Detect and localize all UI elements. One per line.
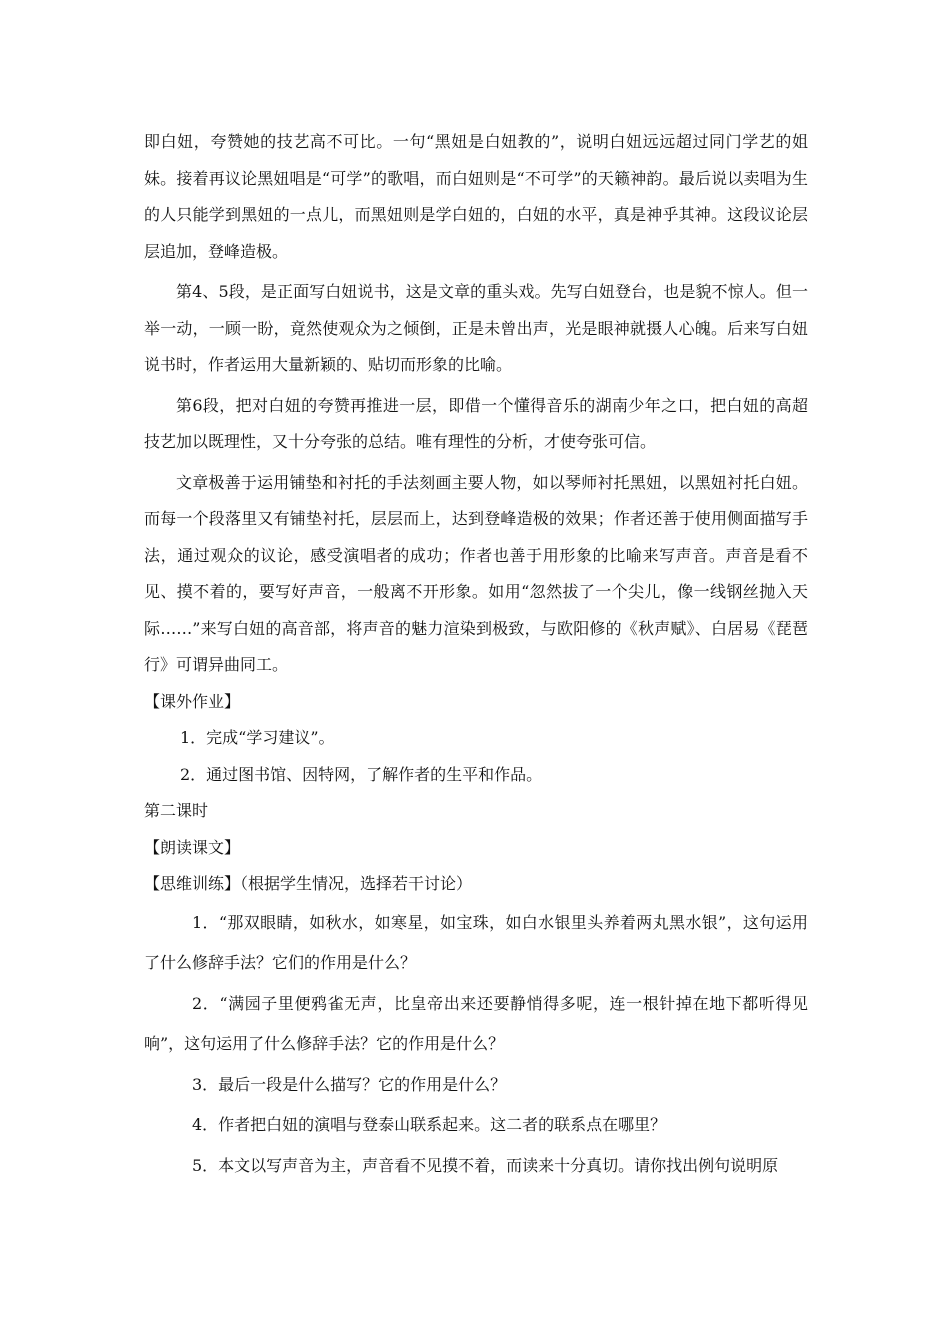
thinking-heading: 【思维训练】（根据学生情况，选择若干讨论） (144, 874, 473, 893)
paragraph-4: 文章极善于运用铺垫和衬托的手法刻画主要人物，如以琴师衬托黑妞，以黑妞衬托白妞。而每一个段落里又有铺垫衬托，层层而上，达到登峰造极的效果；作者还善于使用侧面描写手法，通过观众的议论，感受演唱者的成功；作者也善于用形象的比喻来写声音。声音是看不见、摸不着的，要写好声音，一般离不开形象。如用“忽然拔了一个尖儿，像一线钢丝抛入天际……”来写白妞的高音部，将声音的魅力渲染到极致，与欧阳修的《秋声赋》、白居易《琵琶行》可谓异曲同工。 (144, 472, 808, 674)
question-4: 4．作者把白妞的演唱与登泰山联系起来。这二者的联系点在哪里？ (192, 1115, 667, 1134)
question-5: 5．本文以写声音为主，声音看不见摸不着，而读来十分真切。请你找出例句说明原 (192, 1155, 779, 1175)
question-2: 2．“满园子里便鸦雀无声，比皇帝出来还要静悄得多呢，连一根针掉在地下都听得见响”，这句运用了什么修辞手法？它的作用是什么？ (144, 993, 808, 1053)
homework-item-2: 2．通过图书馆、因特网，了解作者的生平和作品。 (180, 764, 543, 784)
paragraph-1: 即白妞，夸赞她的技艺高不可比。一句“黑妞是白妞教的”，说明白妞远远超过同门学艺的姐妹。接着再议论黑妞唱是“可学”的歌唱，而白妞则是“不可学”的天籁神韵。最后说以卖唱为生的人只能学到黑妞的一点儿，而黑妞则是学白妞的，白妞的水平，真是神乎其神。这段议论层层追加，登峰造极。 (144, 132, 808, 261)
homework-heading: 【课外作业】 (144, 691, 241, 711)
paragraph-3: 第6段，把对白妞的夸赞再推进一层，即借一个懂得音乐的湖南少年之口，把白妞的高超技艺加以既理性，又十分夸张的总结。唯有理性的分析，才使夸张可信。 (144, 395, 808, 451)
question-3: 3．最后一段是什么描写？它的作用是什么？ (192, 1074, 507, 1094)
question-1: 1．“那双眼睛，如秋水，如寒星，如宝珠，如白水银里头养着两丸黑水银”，这句运用了什么修辞手法？它们的作用是什么？ (144, 912, 808, 972)
homework-item-1: 1．完成“学习建议”。 (180, 728, 335, 747)
document-page (144, 124, 808, 1186)
lesson2-title: 第二课时 (144, 801, 209, 820)
reading-heading: 【朗读课文】 (144, 837, 241, 857)
paragraph-2: 第4、5段，是正面写白妞说书，这是文章的重头戏。先写白妞登台，也是貌不惊人。但一举一动，一顾一盼，竟然使观众为之倾倒，正是未曾出声，光是眼神就摄人心魄。后来写白妞说书时，作者运用大量新颖的、贴切而形象的比喻。 (144, 282, 808, 374)
